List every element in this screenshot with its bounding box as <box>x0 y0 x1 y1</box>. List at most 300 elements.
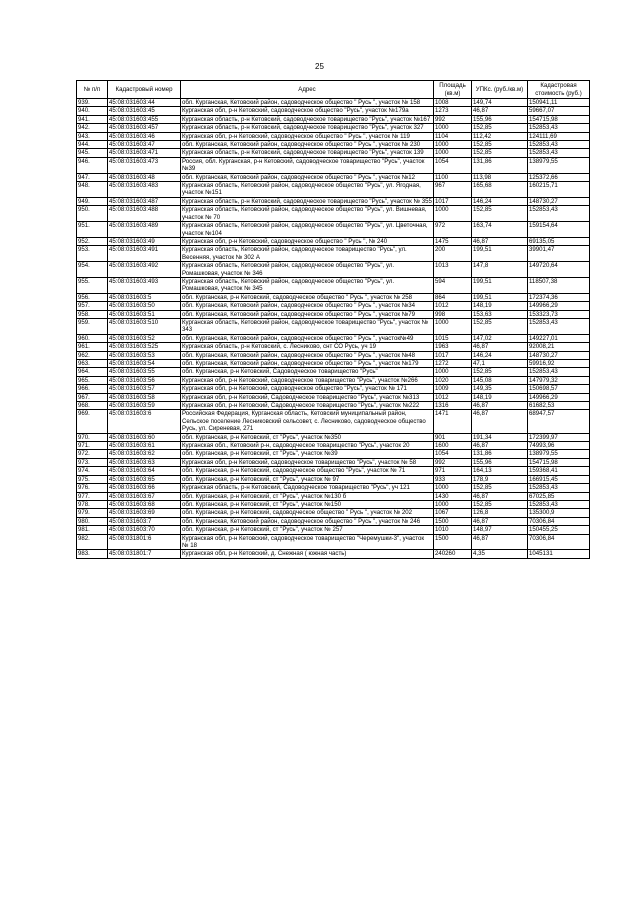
upks: 46,87 <box>472 492 528 500</box>
table-row <box>77 385 590 393</box>
address: Российская Федерация, Курганская область, Кетовский муниципальный район, Сельское поселение Лесниковский сельсовет, с. Лесниково, садоводческое общество Русь, ул. Сиреневая, 271 <box>181 410 434 433</box>
table-row <box>77 132 590 140</box>
cadastral-cost: 125372,66 <box>528 173 590 181</box>
cadastral-cost: 147979,32 <box>528 376 590 384</box>
cadastral-cost: 59667,07 <box>528 107 590 115</box>
area: 971 <box>434 467 472 475</box>
row-number: 942. <box>77 124 108 132</box>
table-row <box>77 526 590 534</box>
area: 1015 <box>434 334 472 342</box>
upks: 131,86 <box>472 450 528 458</box>
cadastral-number: 45:08:031603:6 <box>108 410 181 433</box>
address: Курганская обл, р-н Кетовский, садоводческое товарищество "Русь", участок № 58 <box>181 458 434 466</box>
row-number: 962. <box>77 351 108 359</box>
row-number: 959. <box>77 318 108 334</box>
area: 998 <box>434 310 472 318</box>
row-number: 965. <box>77 376 108 384</box>
cadastral-cost: 135300,9 <box>528 509 590 517</box>
address: Курганская область, р-н Кетовский, садоводческое товарищество "Русь", участок №167 <box>181 115 434 123</box>
upks: 4,35 <box>472 550 528 558</box>
area: 1475 <box>434 237 472 245</box>
table-row <box>77 550 590 558</box>
address: Курганская область, Кетовский район, садоводческое общество "Русь", ул. Ягодная, участок №151 <box>181 182 434 198</box>
table-row <box>77 246 590 262</box>
address: Курганская область, Кетовский район, садоводческое общество "Русь", ул. Вишневая, участок № 70 <box>181 206 434 222</box>
row-number: 975. <box>77 475 108 483</box>
address: обл. Курганская, Кетовский район, садоводческое общество " Русь ", участок№49 <box>181 334 434 342</box>
address: обл. Курганская, р-н Кетовский, ст "Русь", участок №39 <box>181 450 434 458</box>
upks: 152,85 <box>472 500 528 508</box>
row-number: 957. <box>77 302 108 310</box>
cadastral-cost: 152853,43 <box>528 149 590 157</box>
cadastral-cost: 159368,41 <box>528 467 590 475</box>
cadastral-cost: 152853,43 <box>528 206 590 222</box>
cadastral-number: 45:08:031801:6 <box>108 534 181 550</box>
address: Курганская обл, р-н Кетовский, садоводческое товарищество "Русь", участок №266 <box>181 376 434 384</box>
table-row <box>77 442 590 450</box>
row-number: 970. <box>77 433 108 441</box>
table-row <box>77 484 590 492</box>
header-num: № п/п <box>77 81 108 99</box>
address: Курганская область, Кетовский район, садоводческое общество "Русь", ул. Ромашковая, участок № 345 <box>181 277 434 293</box>
upks: 152,85 <box>472 206 528 222</box>
upks: 155,96 <box>472 115 528 123</box>
address: обл. Курганская, р-н Кетовский, садоводческое общество " Русь ", участок № 202 <box>181 509 434 517</box>
area: 1008 <box>434 99 472 107</box>
upks: 199,51 <box>472 277 528 293</box>
table-row <box>77 149 590 157</box>
header-cadastral-number: Кадастровый номер <box>108 81 181 99</box>
cadastral-number: 45:08:031603:54 <box>108 360 181 368</box>
upks: 46,87 <box>472 517 528 525</box>
upks: 131,86 <box>472 157 528 173</box>
table-row <box>77 115 590 123</box>
cadastral-number: 45:08:031603:56 <box>108 376 181 384</box>
area: 972 <box>434 222 472 238</box>
table-row <box>77 277 590 293</box>
cadastral-number: 45:08:031603:60 <box>108 433 181 441</box>
address: обл. Курганская, Кетовский район, садоводческое общество " Русь ", участок №48 <box>181 351 434 359</box>
upks: 47,1 <box>472 360 528 368</box>
cadastral-cost: 154715,98 <box>528 458 590 466</box>
upks: 46,87 <box>472 237 528 245</box>
header-area: Площадь (кв.м) <box>434 81 472 99</box>
table-row <box>77 458 590 466</box>
table-row <box>77 334 590 342</box>
table-row <box>77 222 590 238</box>
row-number: 950. <box>77 206 108 222</box>
row-number: 961. <box>77 343 108 351</box>
table-row <box>77 500 590 508</box>
table-row <box>77 368 590 376</box>
address: Курганская обл, р-н Кетовский, д. Снежная ( южная часть) <box>181 550 434 558</box>
cadastral-number: 45:08:031603:55 <box>108 368 181 376</box>
cadastral-number: 45:08:031603:69 <box>108 509 181 517</box>
cadastral-cost: 172374,36 <box>528 293 590 301</box>
address: обл. Курганская, Кетовский район, садоводческое общество " Русь ", участок № 158 <box>181 99 434 107</box>
upks: 46,87 <box>472 534 528 550</box>
row-number: 969. <box>77 410 108 433</box>
row-number: 949. <box>77 197 108 205</box>
cadastral-cost: 59916,92 <box>528 360 590 368</box>
cadastral-table <box>76 80 590 559</box>
upks: 199,51 <box>472 246 528 262</box>
cadastral-number: 45:08:031603:59 <box>108 402 181 410</box>
table-row <box>77 360 590 368</box>
table-row <box>77 99 590 107</box>
cadastral-number: 45:08:031603:44 <box>108 99 181 107</box>
table-row <box>77 197 590 205</box>
cadastral-cost: 124111,69 <box>528 132 590 140</box>
table-row <box>77 351 590 359</box>
row-number: 967. <box>77 393 108 401</box>
address: Курганская обл, р-н Кетовский, Садоводческое товарищество "Русь", участок №313 <box>181 393 434 401</box>
upks: 112,42 <box>472 132 528 140</box>
area: 992 <box>434 115 472 123</box>
table-row <box>77 206 590 222</box>
address: обл. Курганская, Кетовский район, садоводческое общество " Русь ", участок №34 <box>181 302 434 310</box>
area: 1013 <box>434 262 472 278</box>
address: Курганская обл, р-н Кетовский, Садоводческое товарищество "Русь", участок №222 <box>181 402 434 410</box>
address: Курганская область, Кетовский район, садоводческое общество "Русь", ул. Цветочная, участок №104 <box>181 222 434 238</box>
table-row <box>77 293 590 301</box>
area: 1500 <box>434 534 472 550</box>
area: 1471 <box>434 410 472 433</box>
address: обл. Курганская, р-н Кетовский, ст "Русь", участок № 257 <box>181 526 434 534</box>
area: 1100 <box>434 173 472 181</box>
cadastral-cost: 138979,55 <box>528 450 590 458</box>
row-number: 974. <box>77 467 108 475</box>
row-number: 960. <box>77 334 108 342</box>
row-number: 944. <box>77 141 108 149</box>
cadastral-cost: 150698,57 <box>528 385 590 393</box>
table-row <box>77 173 590 181</box>
upks: 153,63 <box>472 310 528 318</box>
cadastral-number: 45:08:031603:47 <box>108 141 181 149</box>
cadastral-cost: 148730,27 <box>528 197 590 205</box>
cadastral-number: 45:08:031603:53 <box>108 351 181 359</box>
area: 992 <box>434 458 472 466</box>
cadastral-cost: 69135,05 <box>528 237 590 245</box>
cadastral-cost: 74993,96 <box>528 442 590 450</box>
row-number: 968. <box>77 402 108 410</box>
cadastral-number: 45:08:031603:473 <box>108 157 181 173</box>
cadastral-number: 45:08:031603:489 <box>108 222 181 238</box>
area: 1054 <box>434 450 472 458</box>
upks: 152,85 <box>472 484 528 492</box>
cadastral-number: 45:08:031603:488 <box>108 206 181 222</box>
cadastral-number: 45:08:031603:510 <box>108 318 181 334</box>
area: 1000 <box>434 318 472 334</box>
cadastral-cost: 153323,73 <box>528 310 590 318</box>
area: 1104 <box>434 132 472 140</box>
cadastral-cost: 152853,43 <box>528 500 590 508</box>
cadastral-cost: 152853,43 <box>528 368 590 376</box>
address: Курганская обл, р-н Кетовский, садоводческое товарищество "Черемушки-3", участок № 18 <box>181 534 434 550</box>
area: 1273 <box>434 107 472 115</box>
area: 1054 <box>434 157 472 173</box>
upks: 199,51 <box>472 293 528 301</box>
area: 864 <box>434 293 472 301</box>
upks: 148,19 <box>472 393 528 401</box>
cadastral-cost: 160215,71 <box>528 182 590 198</box>
row-number: 981. <box>77 526 108 534</box>
table-row <box>77 182 590 198</box>
page-number: 25 <box>315 62 324 71</box>
row-number: 973. <box>77 458 108 466</box>
upks: 148,97 <box>472 526 528 534</box>
cadastral-number: 45:08:031603:64 <box>108 467 181 475</box>
row-number: 978. <box>77 500 108 508</box>
row-number: 945. <box>77 149 108 157</box>
cadastral-cost: 152853,43 <box>528 318 590 334</box>
cadastral-cost: 159154,64 <box>528 222 590 238</box>
area: 1316 <box>434 402 472 410</box>
cadastral-number: 45:08:031603:67 <box>108 492 181 500</box>
table-row <box>77 157 590 173</box>
row-number: 976. <box>77 484 108 492</box>
cadastral-number: 45:08:031603:50 <box>108 302 181 310</box>
table-row <box>77 492 590 500</box>
cadastral-number: 45:08:031603:5 <box>108 293 181 301</box>
row-number: 939. <box>77 99 108 107</box>
address: Курганская область, р-н Кетовский, садоводческое товарищество "Русь", участок № 355 <box>182 197 432 205</box>
table-row <box>77 237 590 245</box>
area: 1017 <box>434 351 472 359</box>
row-number: 971. <box>77 442 108 450</box>
table-row <box>77 318 590 334</box>
row-number: 956. <box>77 293 108 301</box>
area: 1020 <box>434 376 472 384</box>
address: Курганская область, р-н Кетовский, садоводческое товарищество "Русь", участок 139 <box>181 149 434 157</box>
address: Курганская обл., Кетовский р-н, садоводческое товарищество "Русь", участок 20 <box>181 442 434 450</box>
cadastral-number: 45:08:031603:57 <box>108 385 181 393</box>
cadastral-number: 45:08:031603:52 <box>108 334 181 342</box>
address: Курганская область, Кетовский район, садоводческое общество "Русь", ул. Ромашковая, участок № 346 <box>181 262 434 278</box>
upks: 155,96 <box>472 458 528 466</box>
cadastral-cost: 154715,98 <box>528 115 590 123</box>
cadastral-cost: 61682,53 <box>528 402 590 410</box>
cadastral-cost: 148730,27 <box>528 351 590 359</box>
row-number: 951. <box>77 222 108 238</box>
address: обл. Курганская, Кетовский район, садоводческое общество " Русь ", участок №179 <box>181 360 434 368</box>
area: 1012 <box>434 302 472 310</box>
area: 1000 <box>434 124 472 132</box>
table-row <box>77 517 590 525</box>
area: 1000 <box>434 149 472 157</box>
upks: 146,24 <box>472 197 528 205</box>
row-number: 952. <box>77 237 108 245</box>
area: 1500 <box>434 517 472 525</box>
cadastral-number: 45:08:031603:51 <box>108 310 181 318</box>
upks: 46,87 <box>472 402 528 410</box>
upks: 147,8 <box>472 262 528 278</box>
cadastral-cost: 39901,47 <box>528 246 590 262</box>
upks: 46,87 <box>472 442 528 450</box>
cadastral-cost: 92008,21 <box>528 343 590 351</box>
cadastral-cost: 149966,29 <box>528 393 590 401</box>
address: обл. Курганская, р-н Кетовский, Садоводческое товарищество "Русь" <box>181 368 434 376</box>
row-number: 947. <box>77 173 108 181</box>
cadastral-number: 45:08:031603:63 <box>108 458 181 466</box>
row-number: 963. <box>77 360 108 368</box>
area: 1000 <box>434 500 472 508</box>
cadastral-cost: 118507,38 <box>528 277 590 293</box>
area: 1000 <box>434 141 472 149</box>
header-upks: УПКс. (руб./кв.м) <box>472 81 528 99</box>
table-row <box>77 450 590 458</box>
address: Курганская обл, р-н Кетовский, садоводческое общество "Русь", участок № 171 <box>181 385 434 393</box>
cadastral-number: 45:08:031603:66 <box>108 484 181 492</box>
area: 1000 <box>434 206 472 222</box>
address: Курганская обл, р-н Кетовский, садоводческое общество "Русь", участок №179а <box>181 107 434 115</box>
row-number: 946. <box>77 157 108 173</box>
area: 200 <box>434 246 472 262</box>
row-number: 979. <box>77 509 108 517</box>
table-row <box>77 124 590 132</box>
area: 1272 <box>434 360 472 368</box>
row-number: 955. <box>77 277 108 293</box>
row-number: 943. <box>77 132 108 140</box>
upks: 165,68 <box>472 182 528 198</box>
address: Курганская область, Кетовский район, садоводческое товарищество "Русь", ул. Весенняя, участок № 302 А <box>181 246 434 262</box>
area: 1010 <box>434 526 472 534</box>
area: 1009 <box>434 385 472 393</box>
upks: 146,24 <box>472 351 528 359</box>
row-number: 982. <box>77 534 108 550</box>
area: 1067 <box>434 509 472 517</box>
cadastral-cost: 152853,43 <box>528 141 590 149</box>
upks: 152,85 <box>472 368 528 376</box>
area: 1000 <box>434 484 472 492</box>
area: 1430 <box>434 492 472 500</box>
row-number: 966. <box>77 385 108 393</box>
table-row <box>77 410 590 433</box>
row-number: 972. <box>77 450 108 458</box>
upks: 126,8 <box>472 509 528 517</box>
row-number: 941. <box>77 115 108 123</box>
cadastral-cost: 172399,97 <box>528 433 590 441</box>
table-row <box>77 141 590 149</box>
table-row <box>77 376 590 384</box>
address: обл. Курганская, р-н Кетовский, ст "Русь", участок №130 б <box>181 492 434 500</box>
upks: 46,87 <box>472 107 528 115</box>
row-number: 953. <box>77 246 108 262</box>
upks: 149,74 <box>472 99 528 107</box>
area: 933 <box>434 475 472 483</box>
address: обл. Курганская, р-н Кетовский, ст "Русь", участок № 97 <box>181 475 434 483</box>
cadastral-number: 45:08:031603:49 <box>108 237 181 245</box>
table-row <box>77 509 590 517</box>
cadastral-cost: 166915,45 <box>528 475 590 483</box>
table-row <box>77 475 590 483</box>
upks: 152,85 <box>472 149 528 157</box>
upks: 149,35 <box>472 385 528 393</box>
upks: 164,13 <box>472 467 528 475</box>
area: 1963 <box>434 343 472 351</box>
area: 594 <box>434 277 472 293</box>
upks: 148,19 <box>472 302 528 310</box>
cadastral-number: 45:08:031603:455 <box>108 115 181 123</box>
cadastral-cost: 149227,01 <box>528 334 590 342</box>
cadastral-cost: 68947,57 <box>528 410 590 433</box>
cadastral-number: 45:08:031603:46 <box>108 132 181 140</box>
upks: 152,85 <box>472 141 528 149</box>
cadastral-cost: 150455,25 <box>528 526 590 534</box>
address: обл. Курганская, р-н Кетовский, ст "Русь", участок №150 <box>181 500 434 508</box>
cadastral-number: 45:08:031603:525 <box>108 343 181 351</box>
area: 967 <box>434 182 472 198</box>
table-row <box>77 310 590 318</box>
cadastral-number: 45:08:031603:65 <box>108 475 181 483</box>
upks: 147,02 <box>472 334 528 342</box>
row-number: 958. <box>77 310 108 318</box>
table-row <box>77 262 590 278</box>
cadastral-number: 45:08:031603:487 <box>108 197 181 205</box>
cadastral-cost: 67025,85 <box>528 492 590 500</box>
cadastral-number: 45:08:031603:483 <box>108 182 181 198</box>
address: обл. Курганская, р-н Кетовский, садоводческое общество "Русь", участок № 71 <box>181 467 434 475</box>
area: 1000 <box>434 368 472 376</box>
address: Курганская область, р-н Кетовский, Садоводческое товарищество "Русь", уч 121 <box>181 484 434 492</box>
cadastral-number: 45:08:031603:492 <box>108 262 181 278</box>
cadastral-cost: 149720,64 <box>528 262 590 278</box>
address: обл. Курганская, р-н Кетовский, садоводческое общество " Русь ", участок № 258 <box>181 293 434 301</box>
area: 901 <box>434 433 472 441</box>
row-number: 977. <box>77 492 108 500</box>
cadastral-cost: 149966,29 <box>528 302 590 310</box>
upks: 46,87 <box>472 410 528 433</box>
cadastral-number: 45:08:031603:68 <box>108 500 181 508</box>
upks: 152,85 <box>472 124 528 132</box>
row-number: 983. <box>77 550 108 558</box>
area: 1600 <box>434 442 472 450</box>
table-row <box>77 467 590 475</box>
address: обл. Курганская, Кетовский район, садоводческое общество " Русь ", участок № 246 <box>181 517 434 525</box>
cadastral-number: 45:08:031801:7 <box>108 550 181 558</box>
upks: 163,74 <box>472 222 528 238</box>
table-row <box>77 402 590 410</box>
cadastral-number: 45:08:031603:48 <box>108 173 181 181</box>
row-number: 954. <box>77 262 108 278</box>
cadastral-cost: 70306,84 <box>528 534 590 550</box>
address: Курганская обл, р-н Кетовский, садоводческое общество " Русь ", участок № 119 <box>181 132 434 140</box>
cadastral-number: 45:08:031603:491 <box>108 246 181 262</box>
table-header-row <box>77 81 590 99</box>
address: Курганская область, р-н Кетовский, с. Лесниково, снт СО Русь, уч 19 <box>181 343 434 351</box>
cadastral-number: 45:08:031603:62 <box>108 450 181 458</box>
header-cadastral-cost: Кадастровая стоимость (руб.) <box>528 81 590 99</box>
address: обл. Курганская, р-н Кетовский, ст "Русь", участок №350 <box>181 433 434 441</box>
cadastral-number: 45:08:031603:61 <box>108 442 181 450</box>
area: 1012 <box>434 393 472 401</box>
row-number: 940. <box>77 107 108 115</box>
row-number: 964. <box>77 368 108 376</box>
cadastral-number: 45:08:031603:70 <box>108 526 181 534</box>
header-address: Адрес <box>181 81 434 99</box>
cadastral-number: 45:08:031603:457 <box>108 124 181 132</box>
cadastral-cost: 150941,11 <box>528 99 590 107</box>
address: Курганская область, Кетовский район, садоводческое товарищество "Русь", участок № 343 <box>181 318 434 334</box>
table-row <box>77 433 590 441</box>
address: обл. Курганская, Кетовский район, садоводческое общество " Русь ", участок №79 <box>181 310 434 318</box>
address: Россия, обл. Курганская, р-н Кетовский, садоводческое товарищество "Русь", участок №39 <box>181 157 434 173</box>
table-row <box>77 534 590 550</box>
address: обл. Курганская, Кетовский район, садоводческое общество " Русь ", участок № 230 <box>181 141 434 149</box>
cadastral-number: 45:08:031603:45 <box>108 107 181 115</box>
table-row <box>77 107 590 115</box>
cadastral-cost: 1045131 <box>528 550 590 558</box>
